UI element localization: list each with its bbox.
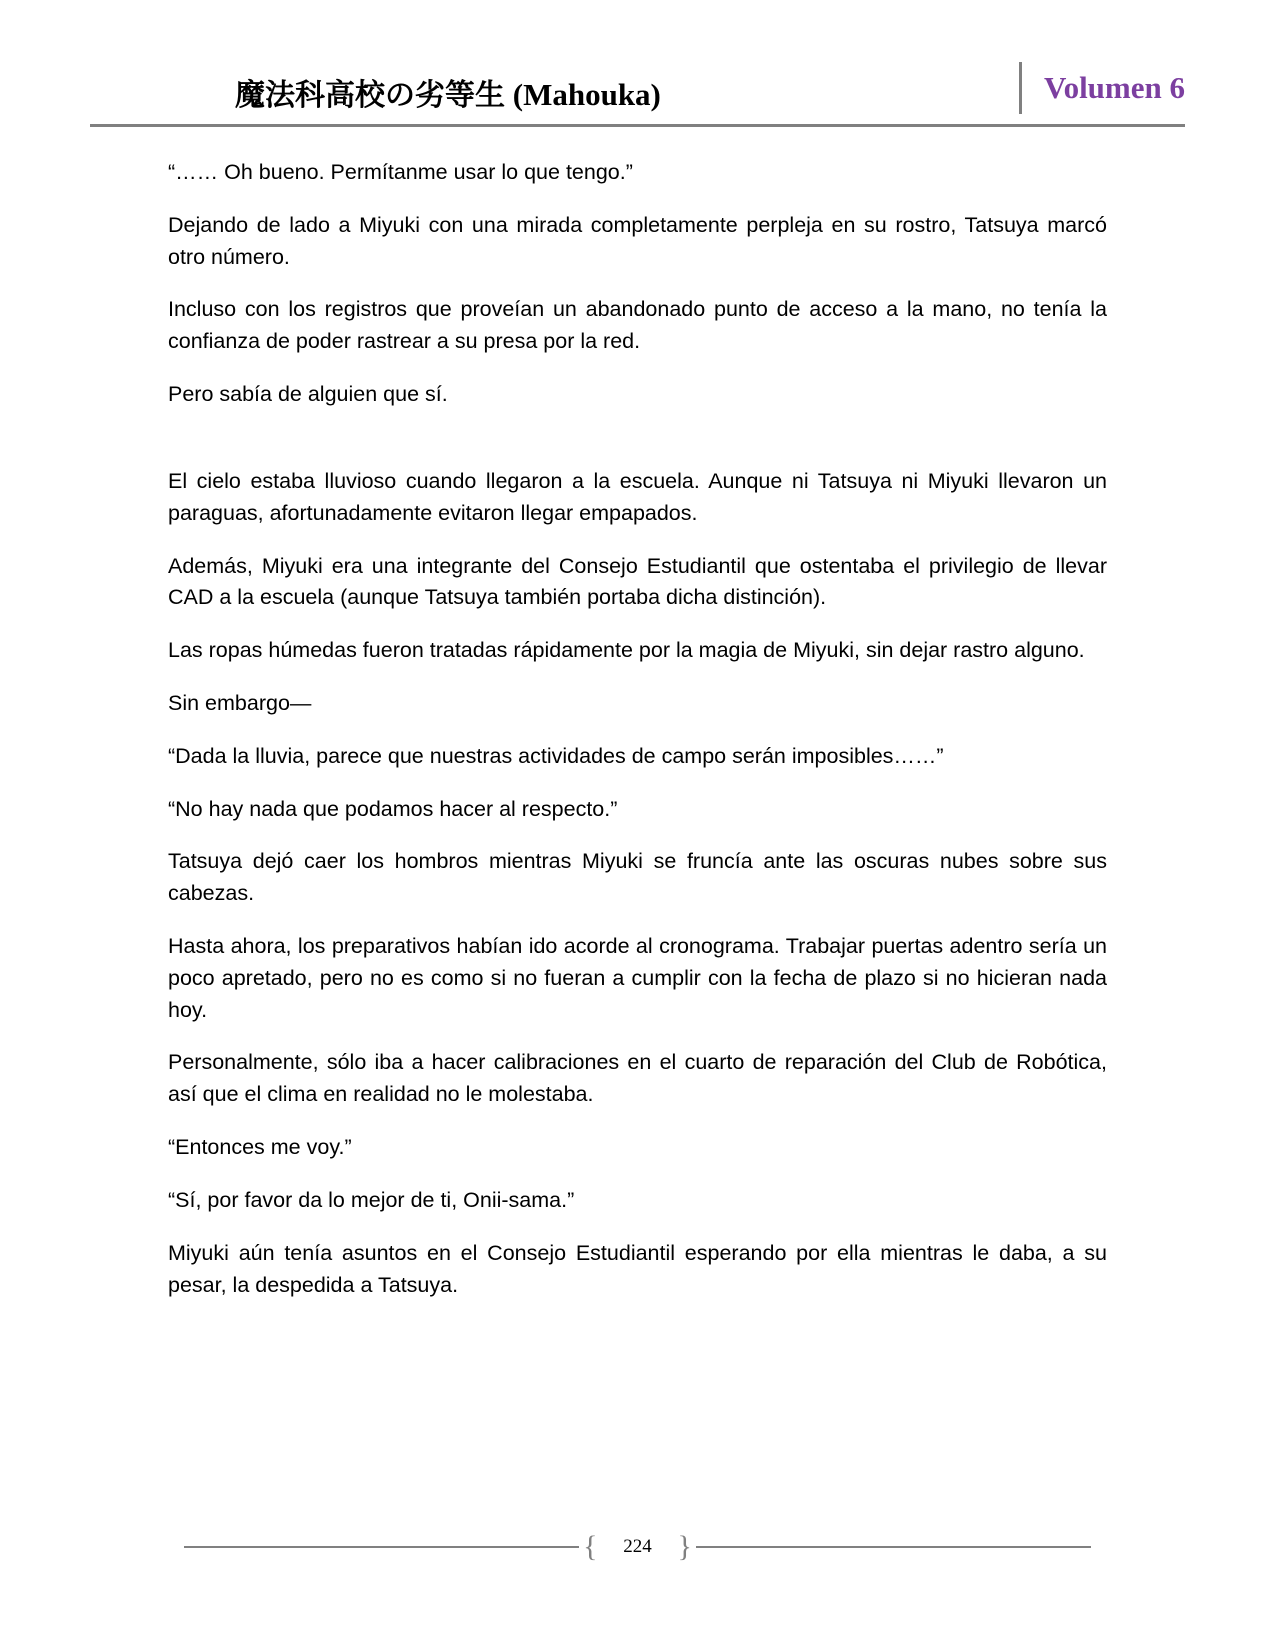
header-rule	[90, 124, 1185, 127]
page-footer	[0, 1532, 1275, 1562]
paragraph: “No hay nada que podamos hacer al respecto.”	[168, 796, 618, 821]
page-content	[168, 157, 1107, 1650]
paragraph: “Dada la lluvia, parece que nuestras actividades de campo serán imposibles……”	[168, 743, 944, 768]
footer-rule-left	[184, 1546, 579, 1548]
paragraph: “Sí, por favor da lo mejor de ti, Onii-sama.”	[168, 1187, 575, 1212]
brace-left: {	[583, 1530, 598, 1563]
brace-right: }	[677, 1530, 692, 1563]
paragraph: Miyuki aún tenía asuntos en el Consejo Estudiantil esperando por ella mientras le daba, a su pesar, la despedida a Tatsuya.	[168, 1240, 1107, 1297]
paragraph: Personalmente, sólo iba a hacer calibraciones en el cuarto de reparación del Club de Robótica, así que el clima en realidad no le molestaba.	[168, 1050, 1107, 1107]
paragraph: Pero sabía de alguien que sí.	[168, 382, 448, 407]
header-divider	[1019, 62, 1022, 114]
paragraph: “Entonces me voy.”	[168, 1135, 352, 1160]
paragraph: Además, Miyuki era una integrante del Consejo Estudiantil que ostentaba el privilegio de llevar CAD a la escuela (aunque Tatsuya también portaba dicha distinción).	[168, 553, 1107, 610]
paragraph: Tatsuya dejó caer los hombros mientras Miyuki se fruncía ante las oscuras nubes sobre sus cabezas.	[168, 849, 1107, 906]
paragraph: “…… Oh bueno. Permítanme usar lo que tengo.”	[168, 160, 633, 184]
page-number: 224	[623, 1536, 652, 1557]
paragraph: Sin embargo—	[168, 690, 312, 715]
book-title-romaji: (Mahouka)	[505, 77, 661, 112]
page-header	[90, 62, 1185, 124]
paragraph: Hasta ahora, los preparativos habían ido acorde al cronograma. Trabajar puertas adentro sería un poco apretado, pero no es como si no fueran a cumplir con la fecha de plazo si no hicieran nada hoy.	[168, 934, 1107, 1022]
volume-label: Volumen 6	[1044, 70, 1185, 105]
book-title-japanese: 魔法科高校の劣等生	[235, 78, 505, 113]
book-title	[90, 70, 661, 114]
footer-rule-right	[696, 1546, 1091, 1548]
paragraph: Dejando de lado a Miyuki con una mirada completamente perpleja en su rostro, Tatsuya marcó otro número.	[168, 212, 1107, 269]
header-volume-group	[1019, 62, 1185, 114]
paragraph: Incluso con los registros que proveían un abandonado punto de acceso a la mano, no tenía la confianza de poder rastrear a su presa por la red.	[168, 297, 1107, 354]
paragraph: El cielo estaba lluvioso cuando llegaron a la escuela. Aunque ni Tatsuya ni Miyuki llevaron un paraguas, afortunadamente evitaron llegar empapados.	[168, 468, 1107, 525]
paragraph: Las ropas húmedas fueron tratadas rápidamente por la magia de Miyuki, sin dejar rastro alguno.	[168, 638, 1085, 663]
